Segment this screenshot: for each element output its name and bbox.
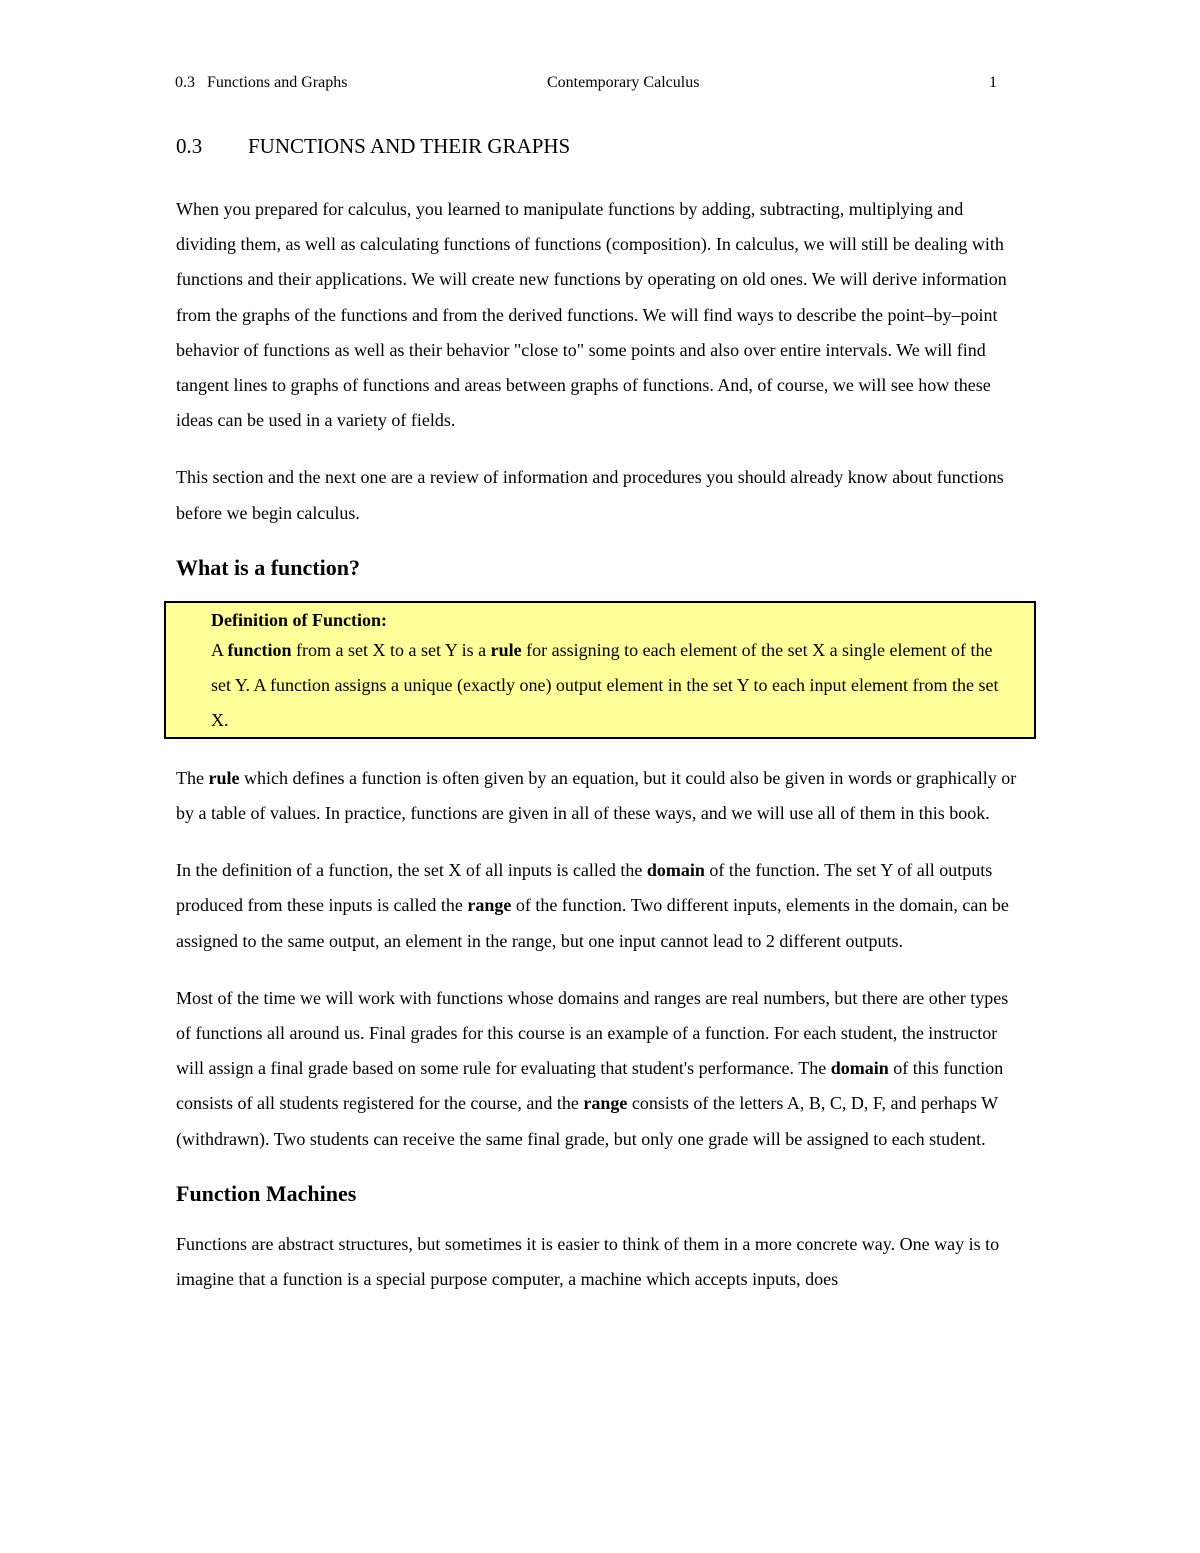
function-machines-paragraph: Functions are abstract structures, but sometimes it is easier to think of them in a more concrete way. One way is to imagine that a function is a special purpose computer, a machine which accepts inputs, does [176, 1233, 1000, 1290]
section-title [176, 130, 1026, 162]
paragraph-text-part: of the function. The set Y of all outputs produced from these inputs is called the [176, 860, 993, 916]
term-range: range [583, 1093, 628, 1114]
domain-range-paragraph [176, 853, 1026, 959]
paragraph-text-part: of this function consists of all students registered for the course, and the [176, 1058, 1004, 1114]
header-section-label: 0.3 Functions and Graphs [175, 74, 348, 91]
what-is-a-function-heading: What is a function? [176, 554, 360, 580]
term-range: range [467, 895, 512, 916]
section-title-text: FUNCTIONS AND THEIR GRAPHS [248, 134, 571, 158]
paragraph-text-part: Most of the time we will work with functions whose domains and ranges are real numbers, but there are other types of functions all around us. Final grades for this course is an example of a function. For each student, the instructor will assign a final grade based on some rule for evaluating that student's performance. The [176, 987, 1009, 1079]
header-page-number: 1 [989, 74, 997, 91]
paragraph-text-part: consists of the letters A, B, C, D, F, and perhaps W (withdrawn). Two students can receive the same final grade, but only one grade will be assigned to each student. [176, 1093, 998, 1149]
rule-paragraph [176, 761, 1026, 831]
section-number: 0.3 [176, 134, 203, 158]
paragraph-text-part: In the definition of a function, the set X of all inputs is called the [176, 860, 647, 881]
paragraph-text-part: of the function. Two different inputs, elements in the domain, can be assigned to the same output, an element in the range, but one input cannot lead to 2 different outputs. [176, 895, 1009, 951]
definition-title: Definition of Function: [211, 609, 388, 630]
definition-text-part: A [211, 639, 228, 660]
intro-paragraph-2: This section and the next one are a review of information and procedures you should already know about functions before we begin calculus. [176, 467, 1004, 523]
intro-paragraph-1: When you prepared for calculus, you learned to manipulate functions by adding, subtracting, multiplying and dividing them, as well as calculating functions of functions (composition). In calculus, we will still be dealing with functions and their applications. We will create new functions by operating on old ones. We will derive information from the graphs of the functions and from the derived functions. We will find ways to describe the point–by–point behavior of functions as well as their behavior "close to" some points and also over entire intervals. We will find tangent lines to graphs of functions and areas between graphs of functions. And, of course, we will see how these ideas can be used in a variety of fields. [176, 199, 1007, 431]
definition-text-part: from a set X to a set Y is a [291, 639, 491, 660]
page-content [176, 130, 1026, 1319]
term-rule: rule [490, 639, 522, 660]
definition-box [164, 601, 1036, 739]
definition-text [211, 633, 1014, 739]
grades-paragraph [176, 981, 1026, 1157]
term-domain: domain [830, 1058, 889, 1079]
definition-text-part: for assigning to each element of the set X a single element of the set Y. A function assigns a unique (exactly one) output element in the set Y to each input element from the set X. [211, 639, 999, 731]
term-rule: rule [208, 767, 240, 788]
paragraph-text-part: which defines a function is often given by an equation, but it could also be given in words or graphically or by a table of values. In practice, functions are given in all of these ways, and we will use all of them in this book. [176, 767, 1017, 824]
term-function: function [227, 639, 292, 660]
header-book-title: Contemporary Calculus [547, 74, 700, 91]
paragraph-text-part: The [176, 767, 209, 788]
function-machines-heading: Function Machines [176, 1180, 357, 1206]
term-domain: domain [646, 860, 705, 881]
running-header [175, 72, 997, 94]
